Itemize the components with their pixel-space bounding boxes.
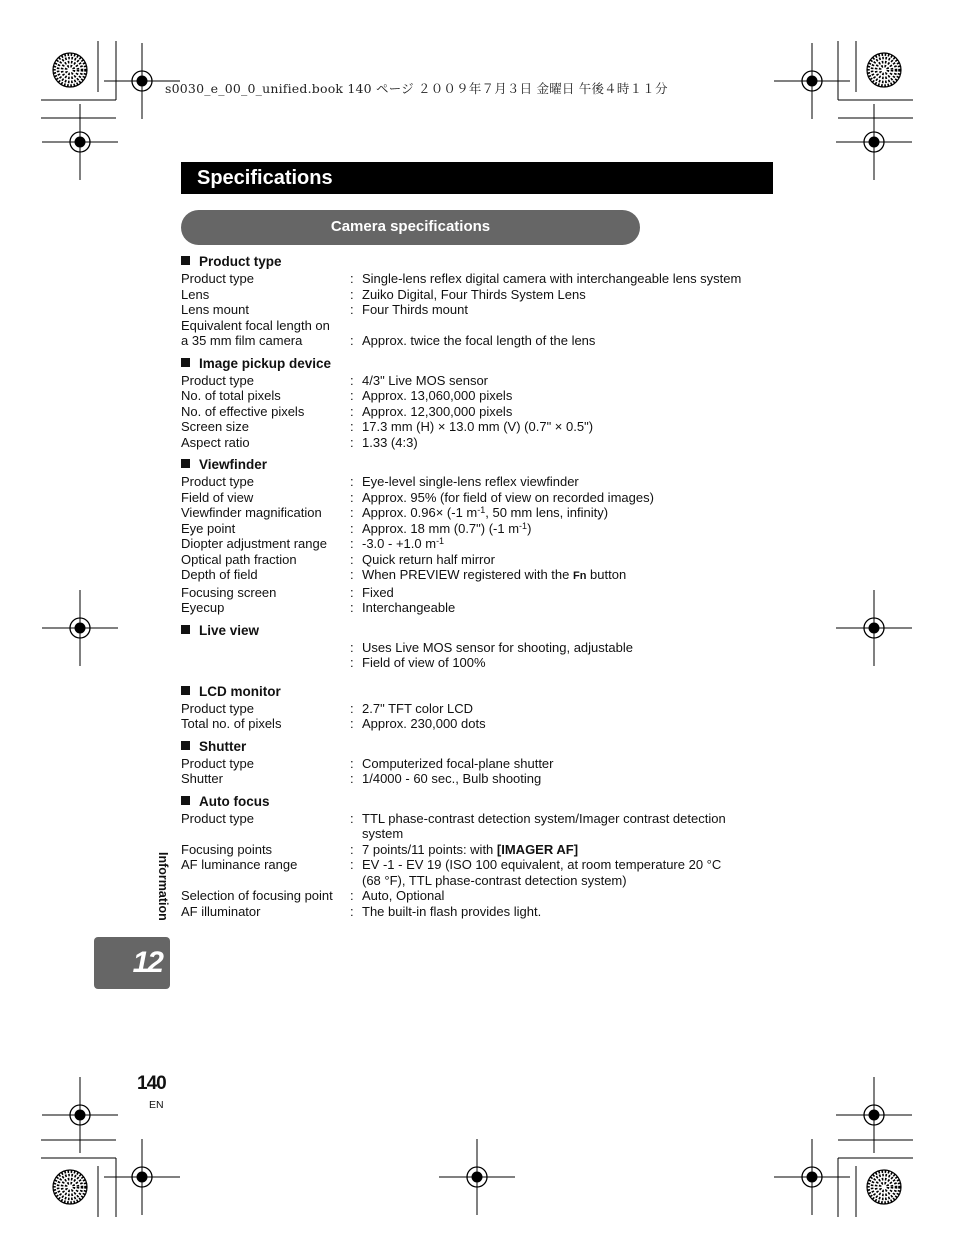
spec-row: : Field of view of 100% bbox=[350, 655, 486, 670]
page-language: EN bbox=[149, 1099, 164, 1111]
spec-row: Aspect ratio : 1.33 (4:3) bbox=[181, 434, 418, 450]
spec-row: AF illuminator : The built-in flash provides light. bbox=[181, 903, 542, 919]
section-heading: Auto focus bbox=[181, 794, 773, 810]
spec-row: Total no. of pixels : Approx. 230,000 dots bbox=[181, 716, 486, 731]
spec-row: Depth of field : When PREVIEW registered with the Fn button bbox=[181, 567, 627, 582]
spec-row: Selection of focusing point : Auto, Optional bbox=[181, 888, 445, 903]
bullet-square-icon bbox=[181, 358, 190, 367]
section-heading: Live view bbox=[181, 623, 773, 639]
bullet-square-icon bbox=[181, 686, 190, 695]
spec-row: Product type : TTL phase-contrast detection system/Imager contrast detection system bbox=[181, 810, 726, 841]
spec-row: Eye point : Approx. 18 mm (0.7") (-1 $m^{-1}$) bbox=[181, 520, 532, 536]
spec-row: Lens mount : Four Thirds mount bbox=[181, 302, 468, 317]
section-heading: Shutter bbox=[181, 739, 773, 755]
spec-row: Product type : Computerized focal-plane shutter bbox=[181, 755, 554, 771]
print-header: s0030_e_00_0_unified.book 140 ページ ２００９年７月３日 金曜日 午後４時１１分 bbox=[165, 81, 668, 96]
spec-row: Product type : Eye-level single-lens reflex viewfinder bbox=[181, 474, 579, 489]
bullet-square-icon bbox=[181, 741, 190, 750]
spec-row: Screen size : 17.3 mm (H) × 13.0 mm (V) (0.7" × 0.5") bbox=[181, 419, 594, 434]
spec-row: Product type : 2.7" TFT color LCD bbox=[181, 700, 474, 716]
spec-list bbox=[181, 254, 773, 926]
spec-row: Viewfinder magnification : Approx. 0.96× (-1 $m^{-1}$, 50 mm lens, infinity) bbox=[181, 505, 609, 520]
section-heading: Product type bbox=[181, 254, 773, 270]
spec-row: No. of total pixels : Approx. 13,060,000 pixels bbox=[181, 388, 513, 403]
page-title: Specifications bbox=[181, 162, 773, 194]
spec-row: Field of view : Approx. 95% (for field of view on recorded images) bbox=[181, 489, 654, 505]
spec-row: Lens : Zuiko Digital, Four Thirds System Lens bbox=[181, 286, 586, 302]
spec-row: : Uses Live MOS sensor for shooting, adjustable bbox=[350, 639, 633, 655]
section-subtitle: Camera specifications bbox=[181, 210, 640, 245]
spec-row: Optical path fraction : Quick return half mirror bbox=[181, 551, 495, 567]
spec-row: Shutter : 1/4000 - 60 sec., Bulb shooting bbox=[181, 771, 542, 786]
section-heading: Viewfinder bbox=[181, 457, 773, 473]
spec-row: a 35 mm film camera : Approx. twice the focal length of the lens bbox=[181, 333, 596, 348]
spec-row: Product type : Single-lens reflex digital camera with interchangeable lens system bbox=[181, 271, 742, 286]
spec-row: Product type : 4/3" Live MOS sensor bbox=[181, 372, 489, 388]
section-auto-focus bbox=[181, 794, 773, 920]
chapter-side-label: Information bbox=[156, 852, 170, 921]
section-product-type bbox=[181, 254, 773, 349]
section-live-view bbox=[181, 623, 773, 677]
bullet-square-icon bbox=[181, 256, 190, 265]
bullet-square-icon bbox=[181, 459, 190, 468]
section-shutter bbox=[181, 739, 773, 787]
bullet-square-icon bbox=[181, 796, 190, 805]
bullet-square-icon bbox=[181, 625, 190, 634]
chapter-tab: 12 bbox=[94, 937, 170, 989]
spec-row: AF luminance range : EV -1 - EV 19 (ISO 100 equivalent, at room temperature 20 °C (68 °F), TTL phase-contrast detection system) bbox=[181, 857, 722, 888]
spec-row: Diopter adjustment range : -3.0 - +1.0 $m^{-1}$ bbox=[181, 536, 445, 551]
page-number: 140 bbox=[137, 1073, 166, 1094]
spec-row: No. of effective pixels : Approx. 12,300,000 pixels bbox=[181, 403, 513, 419]
spec-row: Focusing points : 7 points/11 points: with [IMAGER AF] bbox=[181, 841, 579, 857]
section-viewfinder bbox=[181, 457, 773, 616]
section-lcd-monitor bbox=[181, 684, 773, 732]
spec-row: Eyecup : Interchangeable bbox=[181, 600, 456, 615]
fn-button-icon: Fn bbox=[572, 570, 587, 582]
section-image-pickup bbox=[181, 356, 773, 451]
spec-row: Focusing screen : Fixed bbox=[181, 584, 394, 600]
section-heading: LCD monitor bbox=[181, 684, 773, 700]
spec-row: Equivalent focal length on bbox=[181, 317, 330, 333]
section-heading: Image pickup device bbox=[181, 356, 773, 372]
